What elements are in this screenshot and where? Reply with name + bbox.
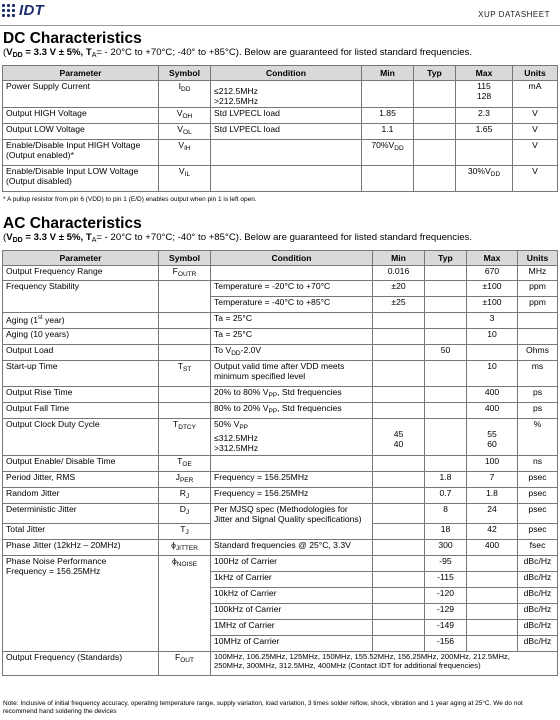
condition-cell [211,166,362,192]
units-cell [518,313,558,329]
param-cell: Frequency Stability [3,281,159,313]
min-cell: ±20 [373,281,425,297]
units-cell [518,329,558,345]
condition-cell: 80% to 20% $V_{PP}$, Std frequencies [211,403,373,419]
symbol-cell: $I_{DD}$ [159,81,211,108]
table-row [3,361,558,387]
param-cell: Output Rise Time [3,387,159,403]
condition-cell: 100kHz of Carrier [211,604,373,620]
condition-cell: Frequency = 156.25MHz [211,488,373,504]
min-cell [373,488,425,504]
units-cell: % [518,419,558,456]
table-row [3,281,558,297]
ac-table [2,250,558,676]
symbol-cell: $D_J$ [159,504,211,524]
param-cell: Output Clock Duty Cycle [3,419,159,456]
min-cell: $70\%V_{DD}$ [362,140,414,166]
typ-cell: -95 [425,556,467,572]
min-cell [373,456,425,472]
table-row [3,345,558,361]
units-cell: ps [518,387,558,403]
table-row [3,556,558,572]
typ-cell [425,419,467,456]
symbol-cell: $V_{OH}$ [159,108,211,124]
min-cell [373,556,425,572]
min-cell [373,540,425,556]
typ-cell: -120 [425,588,467,604]
units-cell: ps [518,403,558,419]
table-row [3,266,558,281]
min-cell [373,588,425,604]
min-cell: 1.1 [362,124,414,140]
typ-cell: -129 [425,604,467,620]
max-cell: 400 [467,387,518,403]
condition-cell: 20% to 80% $V_{PP}$, Std frequencies [211,387,373,403]
symbol-cell [159,313,211,329]
units-cell: V [513,166,558,192]
max-cell: 100 [467,456,518,472]
symbol-cell: $R_J$ [159,488,211,504]
condition-cell [211,266,373,281]
param-cell: Total Jitter [3,524,159,540]
condition-cell: Output valid time after VDD meets minimum specified level [211,361,373,387]
condition-cell: 10kHz of Carrier [211,588,373,604]
units-cell: ppm [518,297,558,313]
symbol-cell: $V_{OL}$ [159,124,211,140]
dc-conditions: ($V_{DD} = 3.3$ V ± 5%, $T_A= - 20^\circ C$ to +70°C; -40° to +85°C). Below are guaranteed for listed standard frequencies. [3,47,472,59]
param-cell: Deterministic Jitter [3,504,159,524]
min-cell [373,387,425,403]
typ-cell [414,81,456,108]
condition-cell: 50% $V_{PP}$ ≤312.5MHz >312.5MHz [211,419,373,456]
max-cell: 1.8 [467,488,518,504]
typ-cell: 8 [425,504,467,524]
min-cell [373,329,425,345]
min-cell [373,524,425,540]
col-header-units: Units [518,251,558,266]
symbol-cell: $\phi_{NOISE}$ [159,556,211,652]
max-cell: 670 [467,266,518,281]
condition-cell: Std LVPECL load [211,124,362,140]
max-cell [467,556,518,572]
condition-cell: Ta = 25°C [211,329,373,345]
condition-cell: Temperature = -40°C to +85°C [211,297,373,313]
condition-cell: 1kHz of Carrier [211,572,373,588]
typ-cell [425,361,467,387]
typ-cell: 300 [425,540,467,556]
dc-section-title: DC Characteristics [3,30,142,47]
typ-cell: 1.8 [425,472,467,488]
typ-cell [414,108,456,124]
param-cell: Enable/Disable Input HIGH Voltage (Output enabled)* [3,140,159,166]
typ-cell: 18 [425,524,467,540]
col-header-typ: Typ [414,66,456,81]
units-cell: dBc/Hz [518,556,558,572]
param-cell: Random Jitter [3,488,159,504]
col-header-symbol: Symbol [159,66,211,81]
symbol-cell [159,345,211,361]
param-cell: Output Load [3,345,159,361]
min-cell [373,472,425,488]
param-cell: Power Supply Current [3,81,159,108]
idt-logo [2,2,44,19]
condition-cell: Ta = 25°C [211,313,373,329]
table-row [3,472,558,488]
symbol-cell: $T_{ST}$ [159,361,211,387]
max-cell [467,572,518,588]
max-cell [467,604,518,620]
min-cell [362,81,414,108]
condition-cell: Frequency = 156.25MHz [211,472,373,488]
units-cell: V [513,108,558,124]
max-cell: 10 [467,361,518,387]
dc-footnote: * A pullup resistor from pin 6 (VDD) to pin 1 (E/D) enables output when pin 1 is left open. [3,196,257,203]
typ-cell [414,124,456,140]
typ-cell [425,281,467,297]
units-cell: dBc/Hz [518,636,558,652]
units-cell: ppm [518,281,558,297]
max-cell [467,636,518,652]
table-row [3,166,558,192]
max-cell [456,140,513,166]
max-cell: 55 60 [467,419,518,456]
units-cell: ms [518,361,558,387]
condition-cell [211,140,362,166]
param-cell: Output HIGH Voltage [3,108,159,124]
max-cell: 115 128 [456,81,513,108]
condition-cell: Std LVPECL load [211,108,362,124]
units-cell: psec [518,472,558,488]
table-row [3,387,558,403]
dc-header-row [3,66,558,81]
param-cell: Phase Noise Performance Frequency = 156.25MHz [3,556,159,652]
col-header-condition: Condition [211,66,362,81]
min-cell [373,572,425,588]
table-row [3,419,558,456]
param-cell: Start-up Time [3,361,159,387]
units-cell: fsec [518,540,558,556]
param-cell: Aging (10 years) [3,329,159,345]
typ-cell [425,403,467,419]
min-cell [373,620,425,636]
max-cell: ±100 [467,281,518,297]
max-cell: 400 [467,403,518,419]
min-cell [373,604,425,620]
condition-cell: ≤212.5MHz >212.5MHz [211,81,362,108]
typ-cell: 0.7 [425,488,467,504]
units-cell: ns [518,456,558,472]
symbol-cell [159,387,211,403]
ac-section-title: AC Characteristics [3,215,142,232]
typ-cell [414,140,456,166]
symbol-cell: $V_{IH}$ [159,140,211,166]
table-row [3,504,558,524]
max-cell [467,620,518,636]
ac-header-row [3,251,558,266]
param-cell: Period Jitter, RMS [3,472,159,488]
table-row [3,329,558,345]
typ-cell: -149 [425,620,467,636]
units-cell: psec [518,488,558,504]
max-cell: ±100 [467,297,518,313]
max-cell [467,588,518,604]
units-cell: dBc/Hz [518,620,558,636]
max-cell: 400 [467,540,518,556]
table-row [3,403,558,419]
symbol-cell: $F_{OUT}$ [159,652,211,676]
units-cell: psec [518,504,558,524]
units-cell: dBc/Hz [518,572,558,588]
min-cell: 45 40 [373,419,425,456]
symbol-cell [159,281,211,313]
typ-cell: 50 [425,345,467,361]
typ-cell [425,329,467,345]
typ-cell: -115 [425,572,467,588]
condition-cell: 10MHz of Carrier [211,636,373,652]
units-cell: dBc/Hz [518,588,558,604]
table-row [3,81,558,108]
param-cell: Enable/Disable Input LOW Voltage (Output disabled) [3,166,159,192]
symbol-cell: $V_{IL}$ [159,166,211,192]
condition-cell: To $V_{DD}-2.0V$ [211,345,373,361]
ac-note: Note: Inclusive of initial frequency accuracy, operating temperature range, supply variation, load variation, 3 times solder reflow, shock, vibration and 1 year aging at 25°C. We do not recommend hand soldering the devices [3,700,523,715]
param-cell: Aging (1st year) [3,313,159,329]
table-row [3,124,558,140]
max-cell: 2.3 [456,108,513,124]
header-divider [0,25,560,26]
typ-cell [425,456,467,472]
typ-cell: -156 [425,636,467,652]
typ-cell [425,297,467,313]
table-row [3,652,558,676]
units-cell: mA [513,81,558,108]
idt-logo-icon [2,4,16,18]
param-cell: Output Frequency Range [3,266,159,281]
units-cell: V [513,124,558,140]
col-header-parameter: Parameter [3,66,159,81]
condition-cell: 100Hz of Carrier [211,556,373,572]
symbol-cell: $T_{DTCY}$ [159,419,211,456]
symbol-cell [159,329,211,345]
units-cell: Ohms [518,345,558,361]
ac-conditions: ($V_{DD} = 3.3$ V ± 5%, $T_A= - 20^\circ C$ to +70°C; -40° to +85°C). Below are guaranteed for listed standard frequencies. [3,232,472,244]
units-cell: dBc/Hz [518,604,558,620]
col-header-min: Min [373,251,425,266]
condition-cell: Standard frequencies @ 25°C, 3.3V [211,540,373,556]
dc-table [2,65,558,192]
col-header-condition: Condition [211,251,373,266]
page-header [0,0,560,26]
typ-cell [425,266,467,281]
max-cell: 1.65 [456,124,513,140]
table-row [3,540,558,556]
units-cell: V [513,140,558,166]
col-header-units: Units [513,66,558,81]
symbol-cell: $T_{OE}$ [159,456,211,472]
col-header-symbol: Symbol [159,251,211,266]
max-cell: 7 [467,472,518,488]
min-cell: 0.016 [373,266,425,281]
min-cell: ±25 [373,297,425,313]
typ-cell [425,387,467,403]
col-header-parameter: Parameter [3,251,159,266]
condition-cell: Per MJSQ spec (Methodologies for Jitter and Signal Quality specifications) [211,504,373,540]
document-label: XUP DATASHEET [478,10,550,19]
table-row [3,108,558,124]
col-header-max: Max [456,66,513,81]
condition-cell: 1MHz of Carrier [211,620,373,636]
param-cell: Output LOW Voltage [3,124,159,140]
typ-cell [425,313,467,329]
max-cell: 24 [467,504,518,524]
min-cell [373,403,425,419]
table-row [3,313,558,329]
condition-cell: Temperature = -20°C to +70°C [211,281,373,297]
param-cell: Output Enable/ Disable Time [3,456,159,472]
min-cell [373,636,425,652]
col-header-max: Max [467,251,518,266]
table-row [3,456,558,472]
col-header-typ: Typ [425,251,467,266]
logo-text: IDT [19,2,45,19]
symbol-cell: $T_J$ [159,524,211,540]
param-cell: Output Fall Time [3,403,159,419]
max-cell [467,345,518,361]
max-cell: $30\%V_{DD}$ [456,166,513,192]
min-cell [373,313,425,329]
symbol-cell: $J_{PER}$ [159,472,211,488]
param-cell: Output Frequency (Standards) [3,652,159,676]
condition-cell: 100MHz, 106.25MHz, 125MHz, 150MHz, 155.52MHz, 156.25MHz, 200MHz, 212.5MHz, 250MHz, 300MHz, 312.5MHz, 400MHz (Contact IDT for additional frequencies) [211,652,558,676]
max-cell: 42 [467,524,518,540]
min-cell [373,361,425,387]
min-cell [373,504,425,524]
condition-cell [211,456,373,472]
col-header-min: Min [362,66,414,81]
min-cell: 1.85 [362,108,414,124]
units-cell: psec [518,524,558,540]
symbol-cell [159,403,211,419]
symbol-cell: $F_{OUTR}$ [159,266,211,281]
min-cell [362,166,414,192]
table-row [3,488,558,504]
symbol-cell: $\phi_{JITTER}$ [159,540,211,556]
table-row [3,140,558,166]
min-cell [373,345,425,361]
max-cell: 3 [467,313,518,329]
units-cell: MHz [518,266,558,281]
param-cell: Phase Jitter (12kHz – 20MHz) [3,540,159,556]
typ-cell [414,166,456,192]
max-cell: 10 [467,329,518,345]
